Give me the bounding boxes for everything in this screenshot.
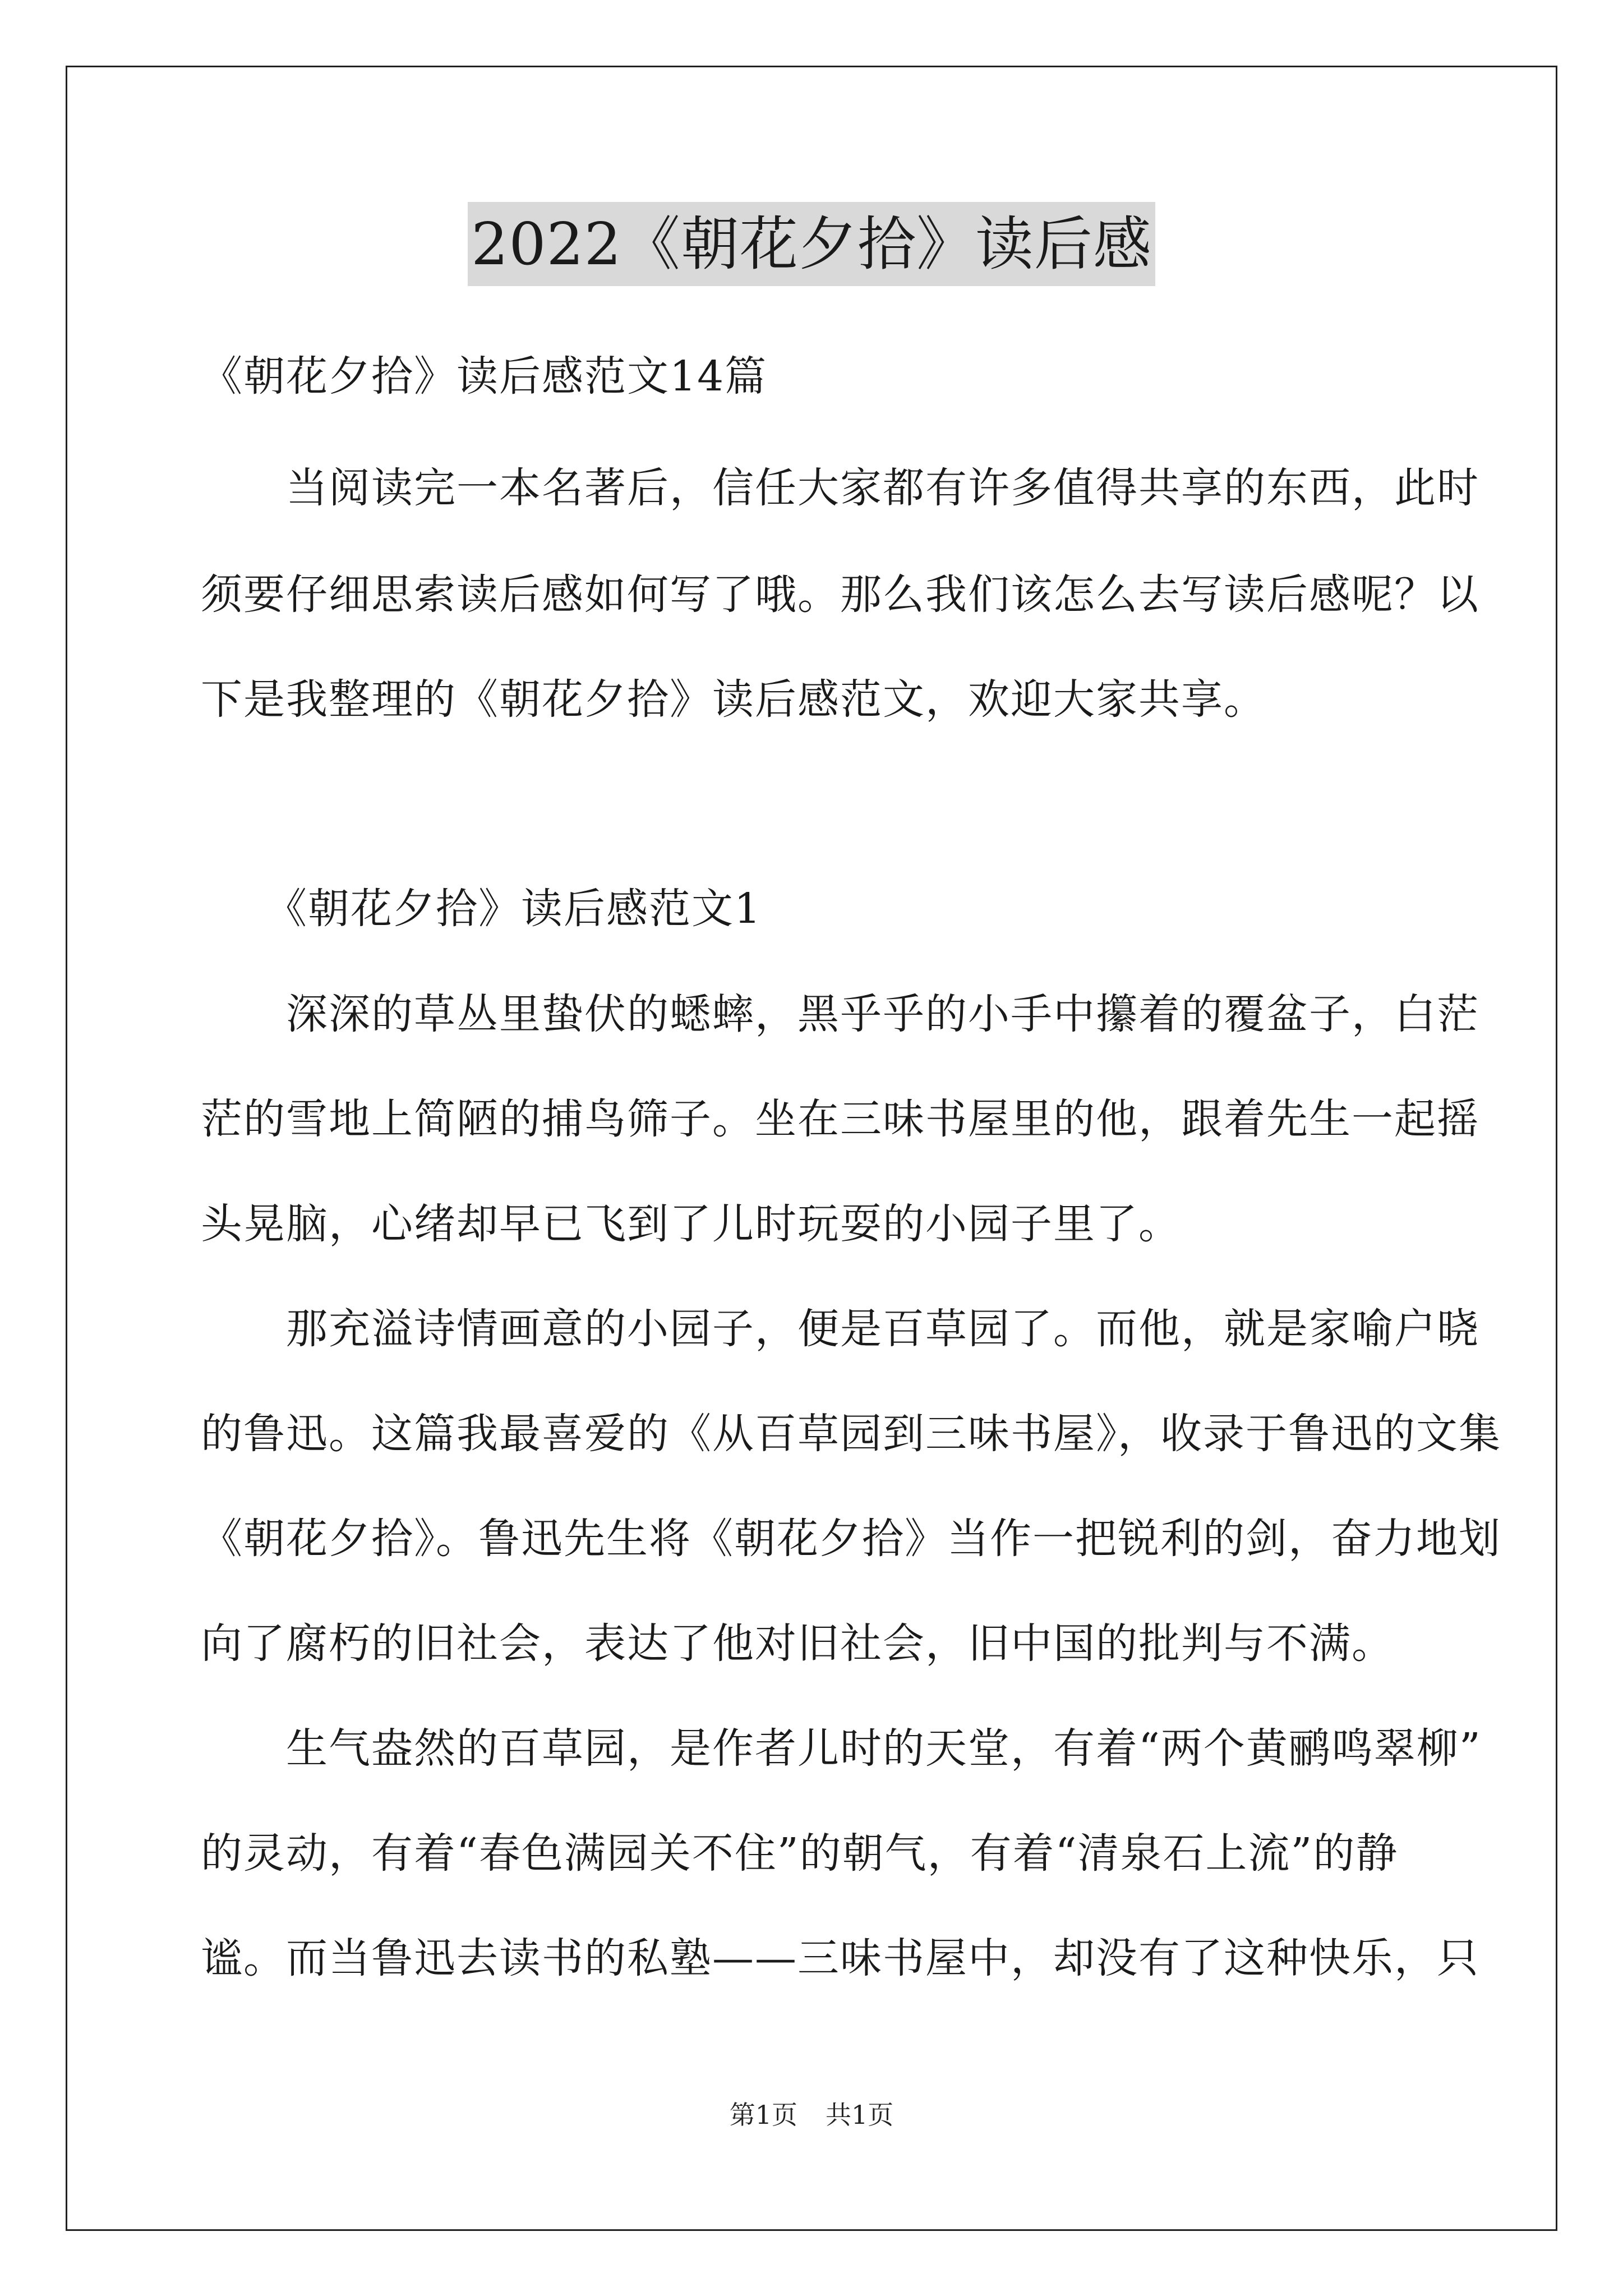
- page-total: 共1页: [826, 2100, 894, 2130]
- text-line: 《朝花夕拾》。鲁迅先生将《朝花夕拾》当作一把锐利的剑，奋力地划: [201, 1515, 1501, 1563]
- text-line: 头晃脑，心绪却早已飞到了儿时玩耍的小园子里了。: [201, 1200, 1181, 1248]
- document-title: 2022《朝花夕拾》读后感: [468, 202, 1155, 286]
- title-container: [0, 202, 1623, 286]
- text-line: 须要仔细思索读后感如何写了哦。那么我们该怎么去写读后感呢？以: [201, 570, 1479, 619]
- text-line: 那充溢诗情画意的小园子，便是百草园了。而他，就是家喻户晓: [201, 1305, 1479, 1353]
- text-line: 谧。而当鲁迅去读书的私塾——三味书屋中，却没有了这种快乐，只: [201, 1934, 1479, 1982]
- text-line: 的鲁迅。这篇我最喜爱的《从百草园到三味书屋》，收录于鲁迅的文集: [201, 1410, 1501, 1458]
- text-line: 生气盎然的百草园，是作者儿时的天堂，有着“两个黄鹂鸣翠柳”: [201, 1724, 1482, 1773]
- section-heading: 《朝花夕拾》读后感范文1: [201, 885, 762, 933]
- text-line: 茫的雪地上简陋的捕鸟筛子。坐在三味书屋里的他，跟着先生一起摇: [201, 1095, 1479, 1143]
- page-footer: [0, 2098, 1623, 2132]
- page-number: 第1页: [729, 2100, 797, 2130]
- text-line: 当阅读完一本名著后，信任大家都有许多值得共享的东西，此时: [201, 464, 1479, 512]
- text-line: 下是我整理的《朝花夕拾》读后感范文，欢迎大家共享。: [201, 675, 1266, 724]
- text-line: 的灵动，有着“春色满园关不住”的朝气，有着“清泉石上流”的静: [201, 1829, 1399, 1878]
- text-line: 向了腐朽的旧社会，表达了他对旧社会，旧中国的批判与不满。: [201, 1619, 1394, 1668]
- text-line: 深深的草丛里蛰伏的蟋蟀，黑乎乎的小手中攥着的覆盆子，白茫: [201, 990, 1479, 1038]
- subtitle-line: 《朝花夕拾》读后感范文14篇: [201, 352, 768, 401]
